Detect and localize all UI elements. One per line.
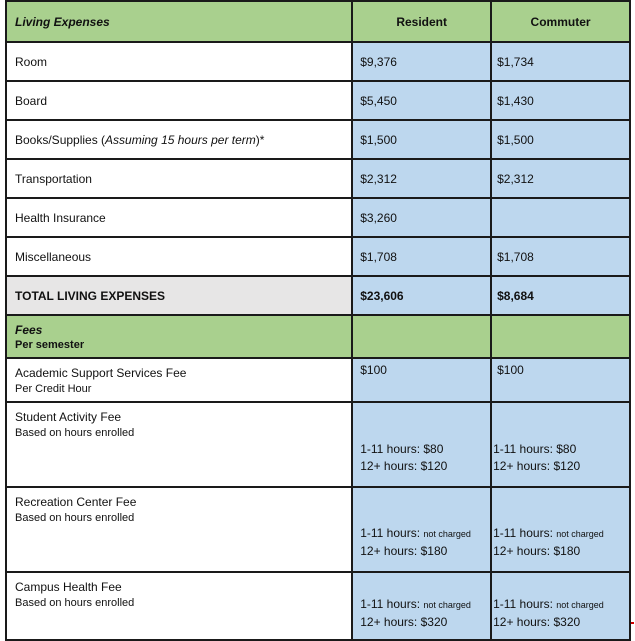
tier-line-1 — [360, 525, 490, 543]
tier-line-2: 12+ hours: $120 — [360, 459, 448, 473]
fees-heading-cell — [6, 315, 352, 358]
tier-prefix: 1-11 hours: — [360, 597, 424, 611]
total-commuter-value: $8,684 — [491, 276, 630, 315]
commuter-value: $100 — [491, 358, 630, 402]
resident-value: $5,450 — [352, 81, 491, 120]
fee-label-academic-support — [6, 358, 352, 402]
fees-header-commuter-empty — [491, 315, 630, 358]
fee-label-recreation-center — [6, 487, 352, 572]
tier-note: not charged — [556, 600, 604, 610]
tier-line-1 — [493, 525, 629, 543]
commuter-value: $1,708 — [491, 237, 630, 276]
commuter-value: $2,312 — [491, 159, 630, 198]
fee-name: Campus Health Fee — [15, 580, 122, 594]
row-label-room: Room — [6, 42, 352, 81]
fee-row — [6, 358, 630, 402]
tier-prefix: 1-11 hours: — [493, 597, 557, 611]
tier-line-2: 12+ hours: $320 — [360, 615, 448, 629]
fee-row — [6, 402, 630, 487]
books-label-tail: )* — [255, 132, 265, 147]
fee-name: Academic Support Services Fee — [15, 365, 187, 380]
table-row — [6, 120, 630, 159]
total-resident-value: $23,606 — [352, 276, 491, 315]
fee-name: Student Activity Fee — [15, 410, 122, 424]
fee-subtext: Based on hours enrolled — [15, 427, 135, 439]
tier-line-2: 12+ hours: $120 — [493, 459, 581, 473]
tier-prefix: 1-11 hours: — [493, 526, 557, 540]
fee-row — [6, 487, 630, 572]
resident-value: $1,708 — [352, 237, 491, 276]
commuter-value — [491, 487, 630, 572]
tier-note: not charged — [423, 529, 471, 539]
resident-value: $100 — [352, 358, 491, 402]
tier-line-1 — [493, 596, 629, 614]
commuter-value — [491, 572, 630, 640]
books-label-note: Assuming 15 hours per term — [105, 132, 256, 147]
corner-mark — [631, 622, 634, 624]
resident-value — [352, 402, 491, 487]
total-label: TOTAL LIVING EXPENSES — [6, 276, 352, 315]
commuter-value — [491, 402, 630, 487]
row-label-miscellaneous: Miscellaneous — [6, 237, 352, 276]
row-label-transportation: Transportation — [6, 159, 352, 198]
fee-label-student-activity — [6, 402, 352, 487]
tier-line-1 — [360, 596, 490, 614]
table-row — [6, 81, 630, 120]
resident-value: $9,376 — [352, 42, 491, 81]
books-label-main: Books/Supplies ( — [15, 132, 106, 147]
row-label-books-supplies — [6, 120, 352, 159]
tier-line-1: 1-11 hours: $80 — [493, 442, 577, 456]
tier-line-2: 12+ hours: $180 — [360, 544, 448, 558]
row-label-health-insurance: Health Insurance — [6, 198, 352, 237]
resident-value — [352, 487, 491, 572]
commuter-value: $1,430 — [491, 81, 630, 120]
fee-subtext: Based on hours enrolled — [15, 597, 135, 609]
fees-title: Fees — [15, 322, 43, 337]
table-row — [6, 198, 630, 237]
commuter-column-header: Commuter — [491, 1, 630, 42]
table-row — [6, 237, 630, 276]
fees-subtitle: Per semester — [15, 338, 85, 351]
tier-line-2: 12+ hours: $180 — [493, 544, 581, 558]
table-row — [6, 159, 630, 198]
resident-value: $2,312 — [352, 159, 491, 198]
expenses-table — [5, 0, 631, 641]
row-label-board: Board — [6, 81, 352, 120]
commuter-value: $1,500 — [491, 120, 630, 159]
fees-header-resident-empty — [352, 315, 491, 358]
tier-line-2: 12+ hours: $320 — [493, 615, 581, 629]
fee-row — [6, 572, 630, 640]
table-header-row — [6, 1, 630, 42]
tier-note: not charged — [556, 529, 604, 539]
resident-value — [352, 572, 491, 640]
tier-note: not charged — [423, 600, 471, 610]
total-row — [6, 276, 630, 315]
resident-column-header: Resident — [352, 1, 491, 42]
fee-subtext: Per Credit Hour — [15, 382, 92, 395]
commuter-value — [491, 198, 630, 237]
fee-subtext: Based on hours enrolled — [15, 512, 135, 524]
fee-name: Recreation Center Fee — [15, 495, 137, 509]
living-expenses-heading: Living Expenses — [6, 1, 352, 42]
resident-value: $3,260 — [352, 198, 491, 237]
commuter-value: $1,734 — [491, 42, 630, 81]
tier-line-1: 1-11 hours: $80 — [360, 442, 444, 456]
fee-label-campus-health — [6, 572, 352, 640]
table-row — [6, 42, 630, 81]
fees-header-row — [6, 315, 630, 358]
resident-value: $1,500 — [352, 120, 491, 159]
tier-prefix: 1-11 hours: — [360, 526, 424, 540]
